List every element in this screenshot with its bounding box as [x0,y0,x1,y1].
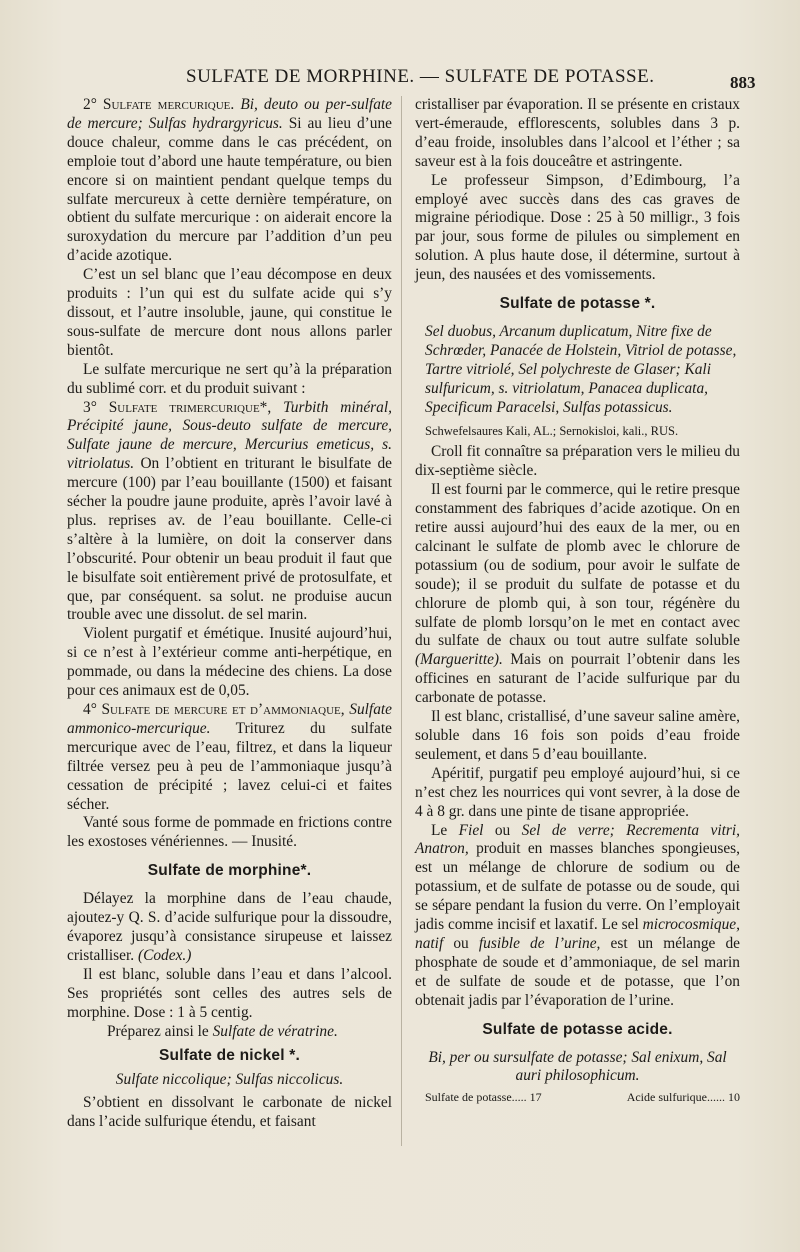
composition-potasse: Sulfate de potasse..... 17 [425,1090,542,1105]
paragraph-text: ou [494,821,511,839]
term: Fiel [458,821,484,839]
heading-sulfate-nickel: Sulfate de nickel *. [159,1047,300,1065]
right-column [415,96,740,1107]
paragraph: C’est un sel blanc que l’eau décompose en deux produits : l’un qui est du sulfate acide qui s’y dissout, et l’autre insoluble, jaune, qui constitue le sous-sulfate de mercure dont nous allons parler bientôt. [67,266,392,359]
synonyms-potasse-acide: Bi, per ou sursulfate de potasse; Sal enixum, Sal auri philosophicum. [428,1048,727,1085]
entry-text: Si au lieu d’une douce chaleur, comme dans le cas précédent, on emploie tout d’abord une haute température, ou bien encore si on maintient pendant quelque temps du sulfate mercureux à cette dernière température, on obtient du sulfate mercurique : on aiderait encore la suroxydation du mercure par l’addition d’un peu d’acide azotique. [67,114,392,265]
heading-sulfate-potasse: Sulfate de potasse *. [499,295,656,313]
paragraph-sulfate-trimercurique [67,399,392,626]
entry-lead: 3° Sulfate trimercurique*, [83,398,272,416]
running-head: SULFATE DE MORPHINE. — SULFATE DE POTASSE. [186,66,655,87]
paragraph-sulfate-ammonico [67,701,392,814]
paragraph-text: Préparez ainsi le [107,1022,209,1040]
paragraph-text: Mais on pourrait l’obtenir dans les officines en saturant de l’acide sulfurique par du carbonate de potasse. [415,651,740,707]
paragraph-text: Il est fourni par le commerce, qui le retire presque constamment des fabriques d’acide azotique. On en retire aussi aujourd’hui des eaux de la mer, ou en calcinant le sulfate de plomb avec le chlorure de potassium (ou de sodium, pour avoir le sulfate de soude); il se produit du sulfate de potasse et du chlorure de plomb qui, à son tour, régénère du sulfate de plomb lorsqu’on le met en contact avec du sulfate de chaux ou tout autre sulfate soluble [415,481,740,650]
paragraph [67,1023,392,1042]
paragraph: Le sulfate mercurique ne sert qu’à la préparation du sublimé corr. et du produit suivant : [67,360,392,397]
paragraph: Violent purgatif et émétique. Inusité aujourd’hui, si ce n’est à l’extérieur comme anti-herpétique, en pommade, ou dans la médecine des chiens. La dose pour ces animaux est de 0,05. [67,625,392,700]
paragraph [415,822,740,1011]
synonyms-nickel: Sulfate niccolique; Sulfas niccolicus. [115,1071,344,1089]
page-number: 883 [730,73,756,92]
composition-acide: Acide sulfurique...... 10 [626,1090,740,1105]
paragraph: cristalliser par évaporation. Il se présente en cristaux vert-émeraude, efflorescents, solubles dans 3 p. d’eau froide, insolubles dans l’alcool et l’éther ; sa saveur est à la fois douceâtre et astringente. [415,96,740,170]
composition-line [415,1088,740,1107]
entry-text: Triturez du sulfate mercurique avec de l’eau, filtrez, et dans la liqueur filtrée versez peu à peu de l’ammoniaque jusqu’à cessation de précipité ; lavez celui-ci et faites sécher. [67,719,392,813]
foreign-names: Schwefelsaures Kali, AL.; Sernokisloi, kali., RUS. [425,423,679,438]
paragraph: Vanté sous forme de pommade en frictions contre les exostoses vénériennes. — Inusité. [67,814,392,851]
entry-lead: 4° Sulfate de mercure et d’ammoniaque, [83,701,345,718]
entry-lead: 2° Sulfate mercurique. [83,96,235,113]
term: fusible de l’urine, [478,934,601,952]
entry-synonyms: Bi, deuto ou per-sulfate de mercure; Sulfas hydrargyricus. [67,96,393,132]
paragraph: Apéritif, purgatif peu employé aujourd’hui, si ce n’est chez les nourrices qui vont sevrer, à la dose de 4 à 8 gr. dans une pinte de tisane appropriée. [415,764,740,820]
paragraph-text: produit en masses blanches spongieuses, est un mélange de chlorure de sodium ou de potassium, et de sulfate de potasse ou de soude, qui se sépare pendant la fusion du verre. On l’employait jadis comme incisif et laxatif. Le sel [415,840,740,934]
paragraph: Le professeur Simpson, d’Edimbourg, l’a employé avec succès dans des cas graves de migraine périodique. Dose : 25 à 50 milligr., 3 fois par jour, sous forme de pilules ou simplement en solution. A plus haute dose, il détermine, surtout à jeun, des nausées et des vomissements. [415,171,740,284]
term: microcosmique, natif [415,916,740,952]
paragraph: S’obtient en dissolvant le carbonate de nickel dans l’acide sulfurique étendu, et faisant [67,1094,392,1131]
paragraph: Il est blanc, soluble dans l’eau et dans l’alcool. Ses propriétés sont celles des autres sels de morphine. Dose : 1 à 5 centig. [67,965,392,1021]
entry-synonyms: Sulfate ammonico-mercurique. [67,701,392,737]
cross-reference: Sulfate de vératrine. [212,1022,338,1040]
entry-text: On l’obtient en triturant le bisulfate de mercure (100) par l’eau bouillante (1500) et faisant sécher la poudre jaune produite, après l’avoir lavé à plus. reprises av. de l’eau bouillante. Celle-ci s’altère à la lumière, on doit la conserver dans l’obscurité. Pour obtenir un beau produit il faut que le bisulfate soit entièrement privé de protosulfate, et que, par conséquent. sa solut. ne produise aucun trouble avec une dissolut. de sel marin. [67,455,392,624]
column-divider [401,96,402,1146]
term: Sel de verre; Recrementa vitri, Anatron, [415,821,740,858]
heading-sulfate-morphine: Sulfate de morphine*. [147,862,312,880]
paragraph-text: est un mélange de phosphate de soude et d’ammoniaque, de sel marin et de sulfate de soude et de potasse, que l’on obtenait jadis par l’évaporation de l’urine. [415,934,740,1009]
citation: (Margueritte). [415,651,503,669]
paragraph: Croll fit connaître sa préparation vers le milieu du dix-septième siècle. [415,443,740,480]
left-column [67,96,392,1132]
paragraph [415,481,740,708]
paragraph [67,890,392,966]
paragraph-text: ou [453,934,469,952]
page-header [0,66,800,90]
citation: (Codex.) [137,946,192,964]
paragraph-text: Délayez la morphine dans de l’eau chaude, ajoutez-y Q. S. d’acide sulfurique pour la dissoudre, évaporez jusqu’à consistance sirupeuse et laissez cristalliser. [67,890,392,964]
synonyms-potasse: Sel duobus, Arcanum duplicatum, Nitre fixe de Schrœder, Panacée de Holstein, Vitriol de potasse, Tartre vitriolé, Sel polychreste de Glaser; Kali sulfuricum, s. vitriolatum, Panacea duplicata, Specificum Paracelsi, Sulfas potassicus. [425,322,737,416]
paragraph-sulfate-mercurique [67,96,392,266]
heading-sulfate-potasse-acide: Sulfate de potasse acide. [482,1020,673,1038]
paragraph: Il est blanc, cristallisé, d’une saveur saline amère, soluble dans 16 fois son poids d’eau froide seulement, et dans 5 d’eau bouillante. [415,708,740,763]
entry-synonyms: Turbith minéral, Précipité jaune, Sous-deuto sulfate de mercure, Sulfate jaune de mercure, Mercurius emeticus, s. vitriolatus. [67,398,392,473]
paragraph-text: Le [431,821,448,839]
